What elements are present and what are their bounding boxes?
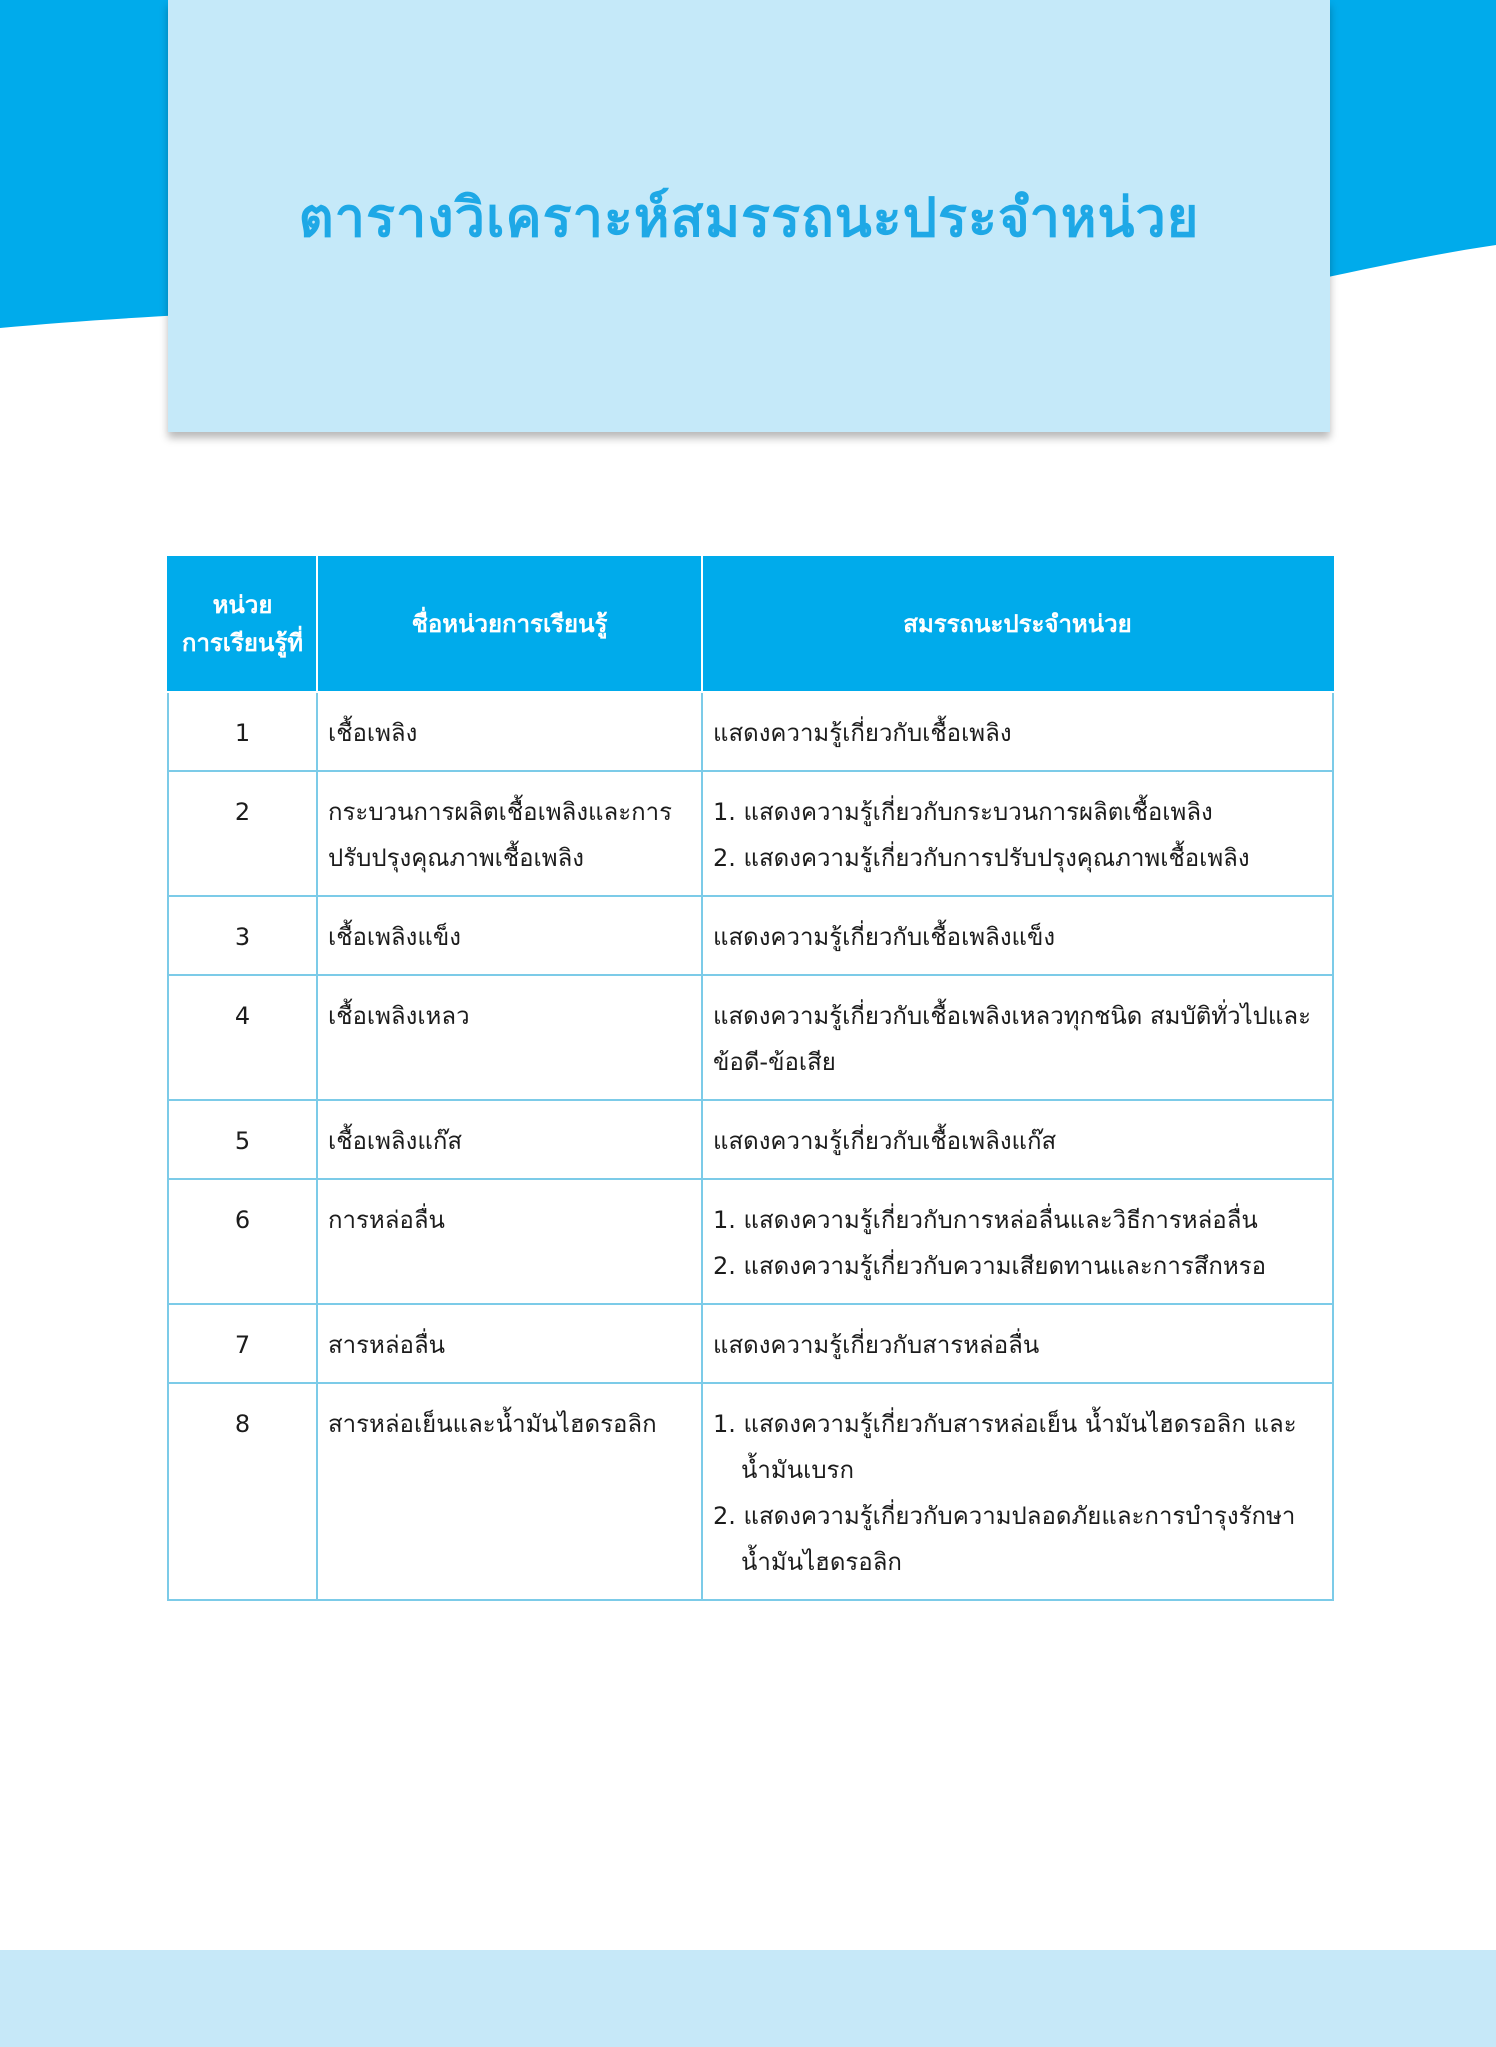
competency-item: แสดงความรู้เกี่ยวกับเชื้อเพลิงแก๊ส: [713, 1127, 1057, 1155]
competency-item: แสดงความรู้เกี่ยวกับเชื้อเพลิงแข็ง: [713, 923, 1056, 951]
unit-number-cell: 6: [168, 1179, 317, 1304]
competency-item: 1. แสดงความรู้เกี่ยวกับสารหล่อเย็น น้ำมันไฮดรอลิก และน้ำมันเบรก: [713, 1410, 1297, 1484]
unit-name-cell: เชื้อเพลิงแก๊ส: [317, 1100, 702, 1179]
page-title: ตารางวิเคราะห์สมรรถนะประจำหน่วย: [298, 186, 1200, 249]
unit-name-cell: เชื้อเพลิงแข็ง: [317, 896, 702, 975]
header-unit-line2: การเรียนรู้ที่: [181, 628, 304, 657]
table-row: [168, 1100, 1333, 1179]
competency-cell: [702, 692, 1333, 771]
unit-number-cell: 5: [168, 1100, 317, 1179]
unit-name-cell: สารหล่อลื่น: [317, 1304, 702, 1383]
header-competency: สมรรถนะประจำหน่วย: [702, 557, 1333, 692]
competency-item: แสดงความรู้เกี่ยวกับเชื้อเพลิง: [713, 719, 1012, 747]
unit-name-cell: เชื้อเพลิงเหลว: [317, 975, 702, 1100]
competency-item: แสดงความรู้เกี่ยวกับสารหล่อลื่น: [713, 1331, 1040, 1359]
unit-name-cell: เชื้อเพลิง: [317, 692, 702, 771]
unit-number-cell: 7: [168, 1304, 317, 1383]
unit-name-cell: กระบวนการผลิตเชื้อเพลิงและการปรับปรุงคุณภาพเชื้อเพลิง: [317, 771, 702, 896]
competency-item: 1. แสดงความรู้เกี่ยวกับกระบวนการผลิตเชื้อเพลิง: [713, 798, 1213, 826]
table-row: [168, 1383, 1333, 1600]
competency-item: 2. แสดงความรู้เกี่ยวกับความเสียดทานและการสึกหรอ: [713, 1252, 1267, 1280]
table-row: [168, 692, 1333, 771]
table-header-row: [168, 557, 1333, 692]
header-unit-number: [168, 557, 317, 692]
competency-item: 2. แสดงความรู้เกี่ยวกับการปรับปรุงคุณภาพเชื้อเพลิง: [713, 844, 1250, 872]
unit-number-cell: 1: [168, 692, 317, 771]
competency-cell: [702, 771, 1333, 896]
competency-cell: [702, 975, 1333, 1100]
table-row: [168, 1304, 1333, 1383]
unit-number-cell: 3: [168, 896, 317, 975]
competency-cell: [702, 1304, 1333, 1383]
header-unit-line1: หน่วย: [212, 591, 273, 620]
competency-table: [167, 556, 1334, 1601]
competency-item: 2. แสดงความรู้เกี่ยวกับความปลอดภัยและการบำรุงรักษาน้ำมันไฮดรอลิก: [713, 1502, 1296, 1576]
competency-item: 1. แสดงความรู้เกี่ยวกับการหล่อลื่นและวิธีการหล่อลื่น: [713, 1206, 1258, 1234]
table-row: [168, 975, 1333, 1100]
title-card: [168, 0, 1330, 432]
competency-table-container: [167, 556, 1332, 1601]
unit-number-cell: 2: [168, 771, 317, 896]
unit-name-cell: สารหล่อเย็นและน้ำมันไฮดรอลิก: [317, 1383, 702, 1600]
unit-number-cell: 4: [168, 975, 317, 1100]
competency-cell: [702, 1383, 1333, 1600]
competency-cell: [702, 1100, 1333, 1179]
competency-cell: [702, 1179, 1333, 1304]
table-body: [168, 692, 1333, 1600]
table-row: [168, 1179, 1333, 1304]
header-unit-name: ชื่อหน่วยการเรียนรู้: [317, 557, 702, 692]
competency-cell: [702, 896, 1333, 975]
footer-band: [0, 1950, 1496, 2047]
unit-number-cell: 8: [168, 1383, 317, 1600]
unit-name-cell: การหล่อลื่น: [317, 1179, 702, 1304]
table-row: [168, 896, 1333, 975]
table-row: [168, 771, 1333, 896]
competency-item: แสดงความรู้เกี่ยวกับเชื้อเพลิงเหลวทุกชนิด สมบัติทั่วไปและข้อดี-ข้อเสีย: [713, 1002, 1311, 1076]
